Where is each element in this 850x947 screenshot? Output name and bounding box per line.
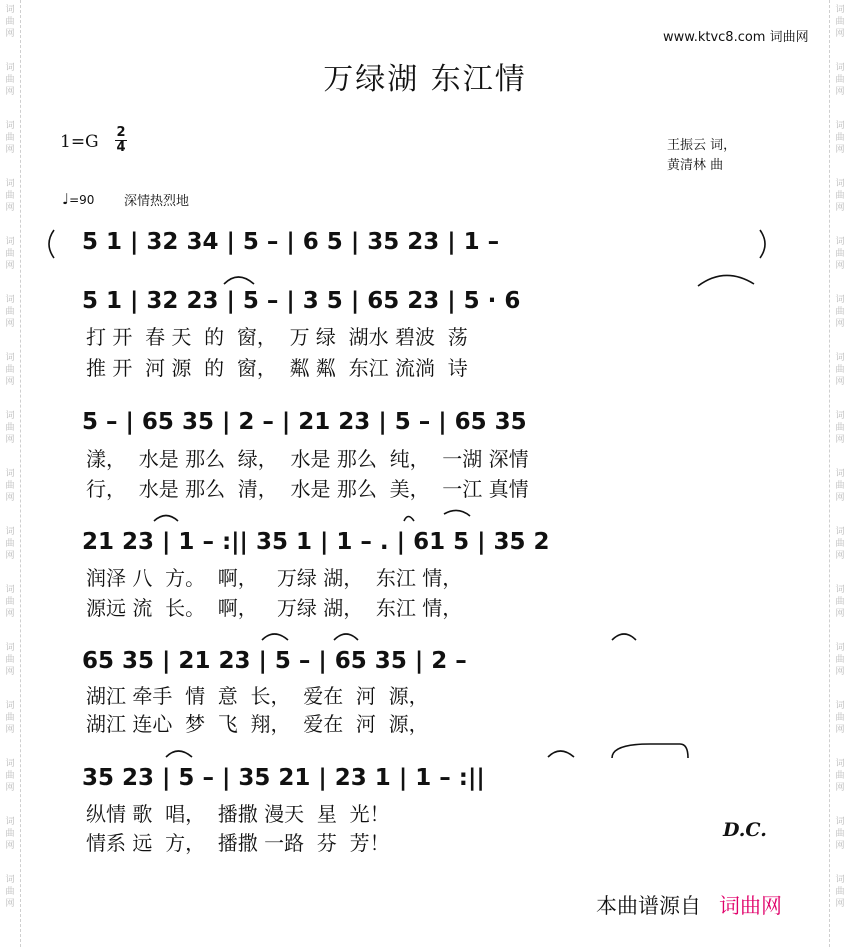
watermark-text: 词 曲 网 [835,701,845,735]
composer-credit: 黄清林 曲 [667,158,724,173]
expression-marking: 深情热烈地 [124,194,190,209]
watermark-text: 词 曲 网 [5,411,15,445]
watermark-text: 词 曲 网 [835,527,845,561]
watermark-text: 词 曲 网 [835,585,845,619]
lyrics-verse-2: 行， 水是 那么 清， 水是 那么 美， 一江 真情 [86,477,529,501]
time-signature [114,126,128,155]
watermark-text: 词 曲 网 [835,179,845,213]
quarter-note-icon: ♩ [62,190,70,208]
notation-line: 5 – | 65 35 | 2 – | 21 23 | 5 – | 65 35 [82,409,527,435]
lyrics-verse-1: 漾， 水是 那么 绿， 水是 那么 纯， 一湖 深情 [86,447,529,471]
time-signature-bottom: 4 [116,140,126,155]
lyrics-verse-2: 推 开 河 源 的 窗， 粼 粼 东江 流淌 诗 [86,356,468,380]
source-footer [596,890,782,920]
repeat-close-paren [760,230,765,258]
watermark-text: 词 曲 网 [5,179,15,213]
watermark-text: 词 曲 网 [835,121,845,155]
slur [548,751,574,757]
lyrics-verse-1: 润泽 八 方。 啊， 万绿 湖， 东江 情， [86,566,463,590]
brand-link[interactable]: 词曲网 [719,894,782,918]
lyrics-verse-1: 打 开 春 天 的 窗， 万 绿 湖水 碧波 荡 [86,325,468,349]
lyrics-verse-2: 湖江 连心 梦 飞 翔， 爱在 河 源， [86,712,429,736]
watermark-text: 词 曲 网 [5,585,15,619]
watermark-text: 词 曲 网 [835,643,845,677]
watermark-text: 词 曲 网 [835,411,845,445]
lyricist-credit: 王振云 词， [667,138,737,153]
song-title: 万绿湖 东江情 [323,62,527,97]
watermark-text: 词 曲 网 [5,527,15,561]
lyrics-verse-1: 湖江 牵手 情 意 长， 爱在 河 源， [86,684,429,708]
da-capo-marking: D.C. [723,819,767,841]
slur [334,634,358,640]
lyrics-verse-2: 源远 流 长。 啊， 万绿 湖， 东江 情， [86,596,463,620]
watermark-text: 词 曲 网 [835,237,845,271]
watermark-text: 词 曲 网 [5,643,15,677]
notation-line: 65 35 | 21 23 | 5 – | 65 35 | 2 – [82,648,467,674]
right-watermark-strip [829,0,850,947]
watermark-text: 词 曲 网 [5,353,15,387]
slur [154,516,178,522]
notation-line: 5 1 | 32 34 | 5 – | 6 5 | 35 23 | 1 – [82,229,500,255]
watermark-text: 词 曲 网 [5,701,15,735]
slur [444,510,470,516]
watermark-text: 词 曲 网 [5,295,15,329]
watermark-text: 词 曲 网 [5,63,15,97]
key-signature: 1=G [60,132,99,152]
source-prefix: 本曲谱源自 [596,894,701,918]
site-url[interactable]: www.ktvc8.com 词曲网 [663,30,809,45]
lyrics-verse-2: 情系 远 方， 播撒 一路 芬 芳！ [86,831,390,855]
watermark-text: 词 曲 网 [835,5,845,39]
slur [612,634,636,640]
tempo-marking [62,190,94,208]
notation-line: 5 1 | 32 23 | 5 – | 3 5 | 65 23 | 5 · 6 [82,288,521,314]
watermark-text: 词 曲 网 [5,121,15,155]
slur [166,751,192,757]
slur [698,275,754,286]
watermark-text: 词 曲 网 [5,5,15,39]
watermark-text: 词 曲 网 [5,469,15,503]
slur [404,517,414,522]
tie [612,744,688,758]
slur [262,634,288,640]
watermark-text: 词 曲 网 [835,875,845,909]
left-watermark-strip [0,0,21,947]
lyrics-verse-1: 纵情 歌 唱， 播撒 漫天 星 光！ [86,802,390,826]
watermark-text: 词 曲 网 [835,63,845,97]
watermark-text: 词 曲 网 [5,759,15,793]
notation-line: 35 23 | 5 – | 35 21 | 23 1 | 1 – :|| [82,765,485,791]
watermark-text: 词 曲 网 [5,237,15,271]
repeat-open-paren [49,230,54,258]
tempo-value: =90 [69,193,95,207]
watermark-text: 词 曲 网 [835,353,845,387]
watermark-text: 词 曲 网 [835,817,845,851]
slur [224,277,254,284]
watermark-text: 词 曲 网 [835,295,845,329]
watermark-text: 词 曲 网 [5,817,15,851]
watermark-text: 词 曲 网 [835,759,845,793]
time-signature-top: 2 [116,125,126,140]
notation-line: 21 23 | 1 – :|| 35 1 | 1 – . | 61 5 | 35 2 [82,529,550,555]
watermark-text: 词 曲 网 [835,469,845,503]
watermark-text: 词 曲 网 [5,875,15,909]
